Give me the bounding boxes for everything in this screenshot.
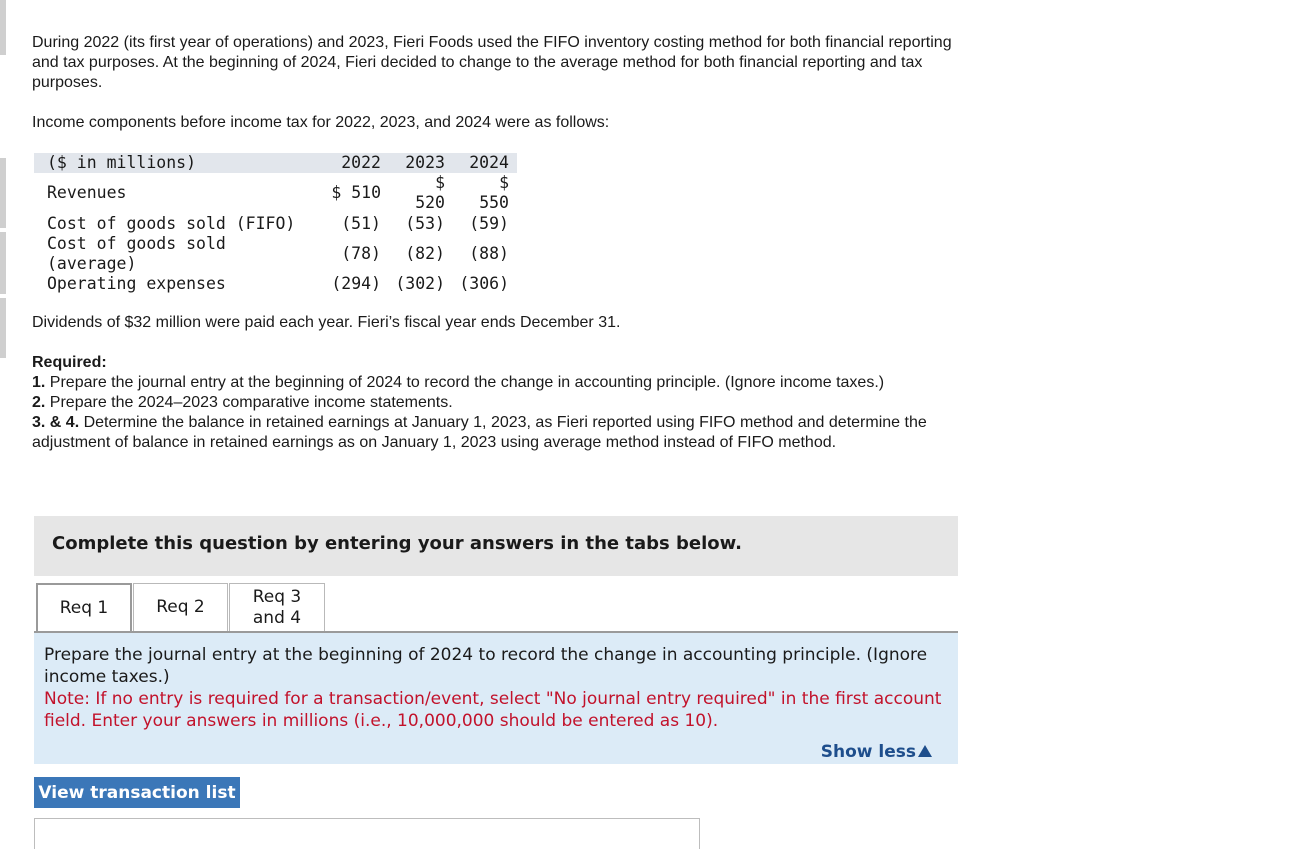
row-label: Cost of goods sold (FIFO) xyxy=(47,214,296,233)
instructions-banner xyxy=(34,516,958,576)
cell-2023: (82) xyxy=(405,244,445,263)
edge-mark xyxy=(0,232,6,294)
required-section xyxy=(32,353,977,453)
show-less-label: Show less xyxy=(820,742,916,762)
intro-paragraph: During 2022 (its first year of operations) and 2023, Fieri Foods used the FIFO inventory costing method for both financial reporting and tax purposes. At the beginning of 2024, Fieri decided to change to the average method for both financial reporting and tax purposes. xyxy=(32,34,952,91)
tab-req-2[interactable]: Req 2 xyxy=(133,583,228,631)
cell-2024: (306) xyxy=(459,274,509,293)
required-item-text: Prepare the 2024–2023 comparative income statements. xyxy=(45,394,453,411)
cell-2024: $ 550 xyxy=(479,173,509,212)
cell-2022: (294) xyxy=(331,274,381,293)
dividends-text: Dividends of $32 million were paid each year. Fieri’s fiscal year ends December 31. xyxy=(32,314,621,331)
cell-2022: $ 510 xyxy=(331,183,381,202)
tab-instruction-main: Prepare the journal entry at the beginning of 2024 to record the change in accounting principle. (Ignore income taxes.) xyxy=(44,645,928,687)
instructions-banner-text: Complete this question by entering your answers in the tabs below. xyxy=(52,533,742,554)
edge-mark xyxy=(0,298,6,358)
required-item-number: 2. xyxy=(32,394,46,411)
required-item xyxy=(32,413,977,453)
cell-2023: $ 520 xyxy=(415,173,445,212)
edge-mark xyxy=(0,158,6,228)
edge-mark xyxy=(0,0,6,55)
year-2023: 2023 xyxy=(405,153,445,172)
table-row xyxy=(34,173,517,213)
required-item-text: Determine the balance in retained earnings at January 1, 2023, as Fieri reported using FIFO method and determine the adjustment of balance in retained earnings as on January 1, 2023 using average method instead of FIFO method. xyxy=(32,414,927,451)
table-row xyxy=(34,234,517,274)
cell-2022: (78) xyxy=(341,244,381,263)
table-header-label: ($ in millions) xyxy=(47,153,197,172)
table-row xyxy=(34,274,517,294)
year-2024: 2024 xyxy=(469,153,509,172)
table-header-row xyxy=(34,153,517,173)
year-2022: 2022 xyxy=(341,153,381,172)
required-item-text: Prepare the journal entry at the beginning of 2024 to record the change in accounting principle. (Ignore income taxes.) xyxy=(45,374,885,391)
cell-2024: (88) xyxy=(469,244,509,263)
required-item xyxy=(32,373,977,393)
row-label: Revenues xyxy=(47,183,127,202)
income-intro: Income components before income tax for 2022, 2023, and 2024 were as follows: xyxy=(32,114,610,131)
required-item xyxy=(32,393,977,413)
show-less-link[interactable] xyxy=(821,741,932,763)
journal-entry-worksheet xyxy=(34,818,700,849)
cell-2023: (302) xyxy=(395,274,445,293)
tab-req-1[interactable]: Req 1 xyxy=(36,583,132,632)
income-components-table xyxy=(34,153,517,294)
triangle-up-icon xyxy=(918,745,932,757)
cell-2023: (53) xyxy=(405,214,445,233)
tab-instruction-note: Note: If no entry is required for a transaction/event, select "No journal entry required" in the first account field. Enter your answers in millions (i.e., 10,000,000 should be entered as 10). xyxy=(44,689,942,731)
row-label: Operating expenses xyxy=(47,274,226,293)
tab-instructions-panel xyxy=(34,633,958,764)
table-row xyxy=(34,213,517,234)
cell-2022: (51) xyxy=(341,214,381,233)
row-label: Cost of goods sold (average) xyxy=(47,234,226,273)
tab-req-3-and-4[interactable]: Req 3 and 4 xyxy=(229,583,325,631)
view-transaction-list-button[interactable]: View transaction list xyxy=(34,777,240,808)
required-item-number: 1. xyxy=(32,374,46,391)
cell-2024: (59) xyxy=(469,214,509,233)
required-title: Required: xyxy=(32,354,107,371)
required-item-number: 3. & 4. xyxy=(32,414,80,431)
